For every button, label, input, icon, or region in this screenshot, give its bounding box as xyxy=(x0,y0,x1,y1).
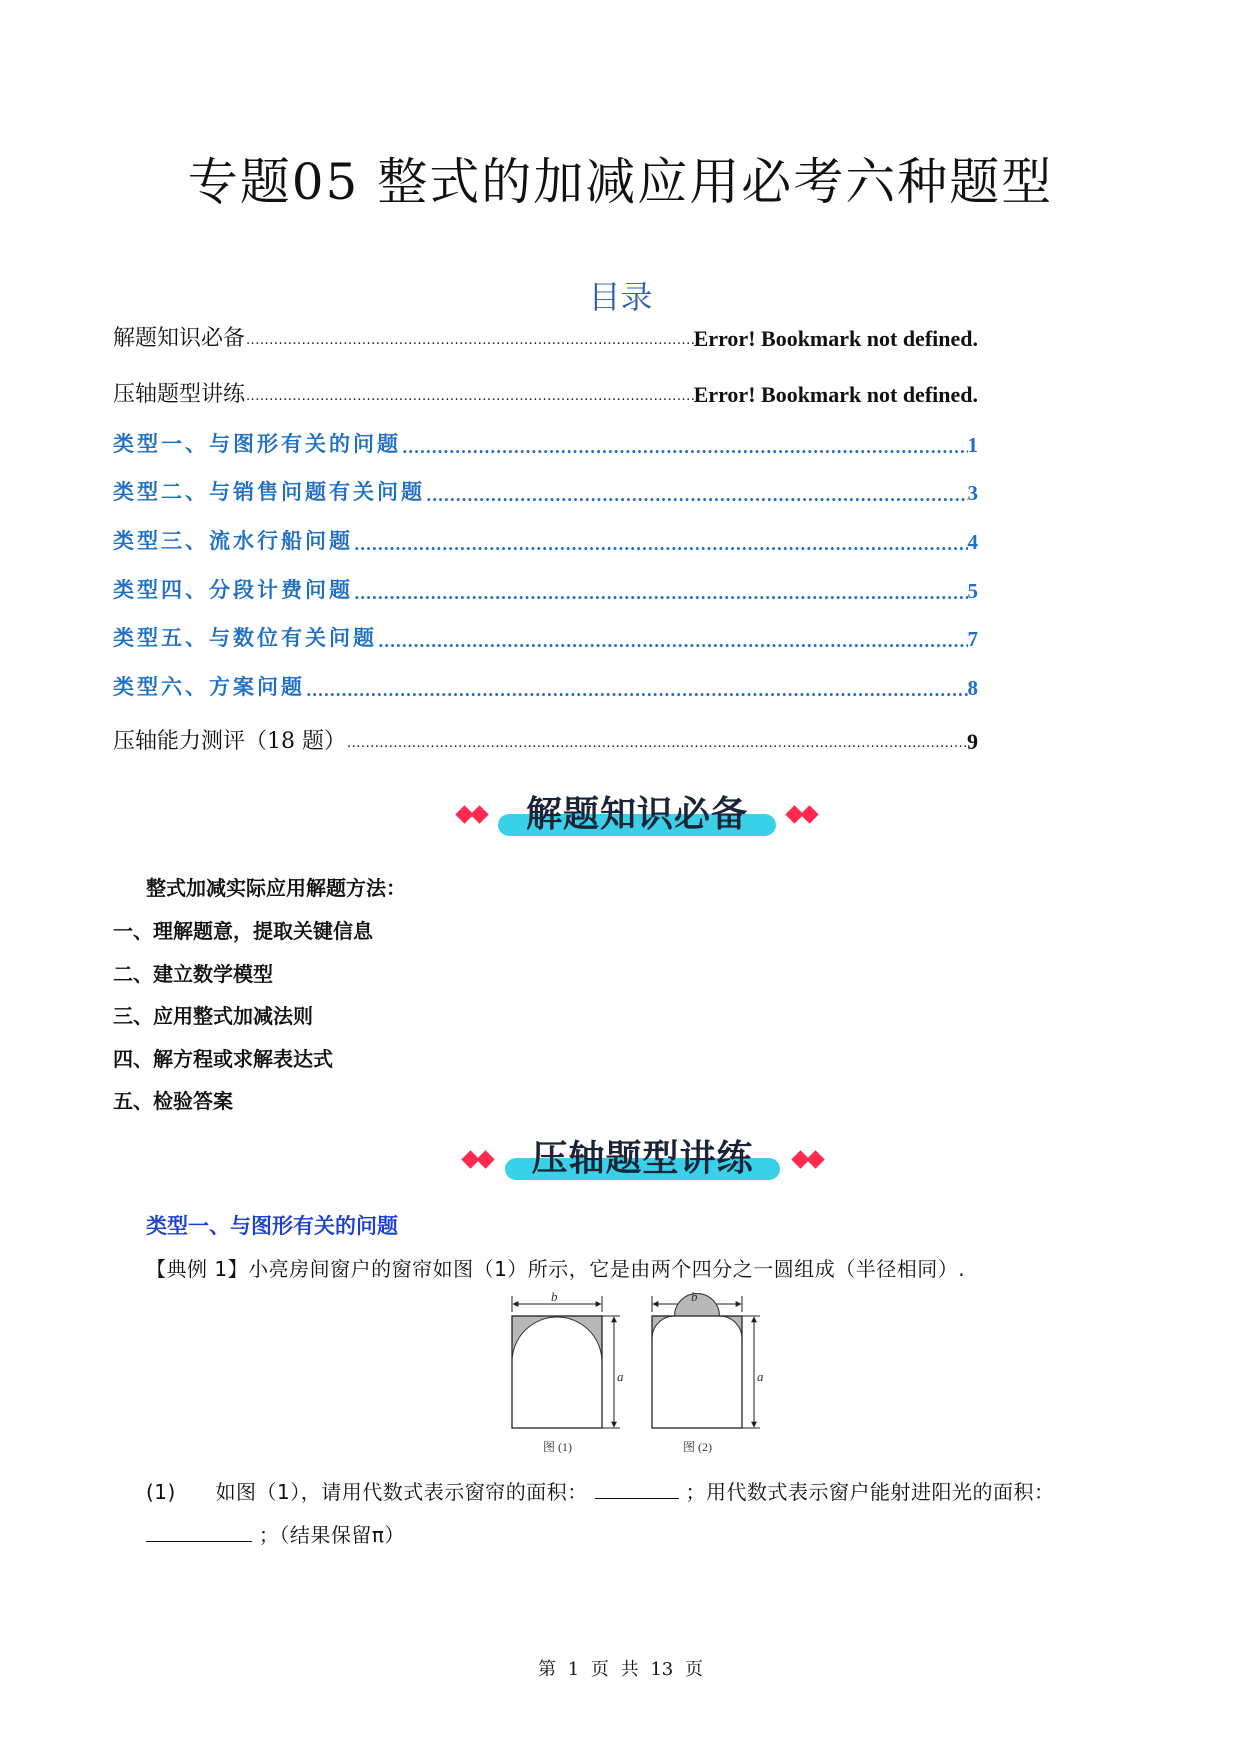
figure-1-window xyxy=(512,1296,620,1428)
toc-entry-page: Error! Bookmark not defined. xyxy=(693,326,978,351)
question-text: ；用代数式表示窗户能射进阳光的面积： xyxy=(685,1480,1055,1504)
question-line xyxy=(146,1476,1055,1505)
toc-leader-dots xyxy=(377,631,968,652)
diamond-icon xyxy=(470,805,488,823)
example-statement: 【典例 1】小亮房间窗户的窗帘如图（1）所示，它是由两个四分之一圆组成（半径相同）. xyxy=(146,1257,966,1281)
toc-entry-page: 4 xyxy=(967,530,978,554)
banner-title: 解题知识必备 xyxy=(525,794,748,835)
curtain-figures xyxy=(500,1290,790,1460)
toc-entry-page: 5 xyxy=(967,579,978,603)
figure-caption-1: 图 (1) xyxy=(543,1440,572,1454)
dimension-label-a: a xyxy=(617,1369,624,1384)
toc-entry-label: 类型四、分段计费问题 xyxy=(113,577,353,602)
toc-entry-link[interactable] xyxy=(113,472,978,506)
answer-blank-curtain-area[interactable] xyxy=(595,1480,679,1499)
toc-entry-link[interactable] xyxy=(113,618,978,652)
question-text: 如图（1），请用代数式表示窗帘的面积： xyxy=(215,1480,588,1504)
toc-entry-label: 类型六、方案问题 xyxy=(113,674,305,699)
method-step: 三、应用整式加减法则 xyxy=(113,1004,313,1028)
section-banner-knowledge xyxy=(498,786,776,844)
page-footer: 第 1 页 共 13 页 xyxy=(538,1659,703,1680)
toc-leader-dots xyxy=(305,680,968,701)
method-step: 一、理解题意，提取关键信息 xyxy=(113,919,373,943)
toc-leader-dots xyxy=(346,733,967,755)
toc-entry-page: Error! Bookmark not defined. xyxy=(693,382,978,407)
question-line xyxy=(146,1519,405,1548)
toc-entry-label: 类型三、流水行船问题 xyxy=(113,528,353,553)
toc-entry-label: 压轴题型讲练 xyxy=(113,382,246,407)
toc-entry-page: 3 xyxy=(967,481,978,505)
toc-entry-page: 9 xyxy=(967,729,978,754)
toc-entry-label: 类型一、与图形有关的问题 xyxy=(113,431,401,456)
question-number: (1) xyxy=(146,1480,176,1504)
diamond-icon xyxy=(806,1150,824,1168)
toc-leader-dots xyxy=(245,386,694,408)
toc-leader-dots xyxy=(401,437,968,458)
method-step: 二、建立数学模型 xyxy=(113,962,273,986)
toc-entry-link[interactable] xyxy=(113,570,978,604)
toc-heading: 目录 xyxy=(588,278,653,316)
toc-leader-dots xyxy=(245,330,694,352)
dimension-label-a: a xyxy=(757,1369,764,1384)
banner-title: 压轴题型讲练 xyxy=(531,1138,754,1179)
toc-entry-label: 类型五、与数位有关问题 xyxy=(113,625,377,650)
toc-leader-dots xyxy=(353,534,968,555)
dimension-label-b: b xyxy=(551,1289,558,1304)
toc-entry-link[interactable] xyxy=(113,521,978,555)
figure-2-window xyxy=(652,1294,760,1429)
toc-entry[interactable] xyxy=(113,318,978,352)
section-banner-practice xyxy=(505,1130,780,1188)
curtain-shape-1 xyxy=(512,1316,602,1362)
method-step: 四、解方程或求解表达式 xyxy=(113,1047,333,1071)
type-heading: 类型一、与图形有关的问题 xyxy=(146,1214,398,1238)
toc-entry-page: 8 xyxy=(967,676,978,700)
toc-entry-label: 压轴能力测评（18 题） xyxy=(113,729,346,754)
toc-entry[interactable] xyxy=(113,721,978,755)
toc-entry[interactable] xyxy=(113,374,978,408)
document-title: 专题05 整式的加减应用必考六种题型 xyxy=(187,153,1054,211)
toc-entry-page: 7 xyxy=(967,627,978,651)
toc-leader-dots xyxy=(353,583,968,604)
toc-entry-page: 1 xyxy=(967,433,978,457)
method-intro: 整式加减实际应用解题方法： xyxy=(146,876,406,900)
toc-entry-label: 类型二、与销售问题有关问题 xyxy=(113,479,425,504)
toc-entry-label: 解题知识必备 xyxy=(113,326,246,351)
toc-entry-link[interactable] xyxy=(113,424,978,458)
toc-entry-link[interactable] xyxy=(113,667,978,701)
diamond-icon xyxy=(800,805,818,823)
dimension-label-b: b xyxy=(691,1289,698,1304)
question-text: ；（结果保留π） xyxy=(258,1523,405,1547)
answer-blank-light-area[interactable] xyxy=(146,1523,252,1542)
toc-leader-dots xyxy=(425,485,968,506)
method-step: 五、检验答案 xyxy=(113,1089,233,1113)
figure-caption-2: 图 (2) xyxy=(683,1440,712,1454)
diamond-icon xyxy=(476,1150,494,1168)
